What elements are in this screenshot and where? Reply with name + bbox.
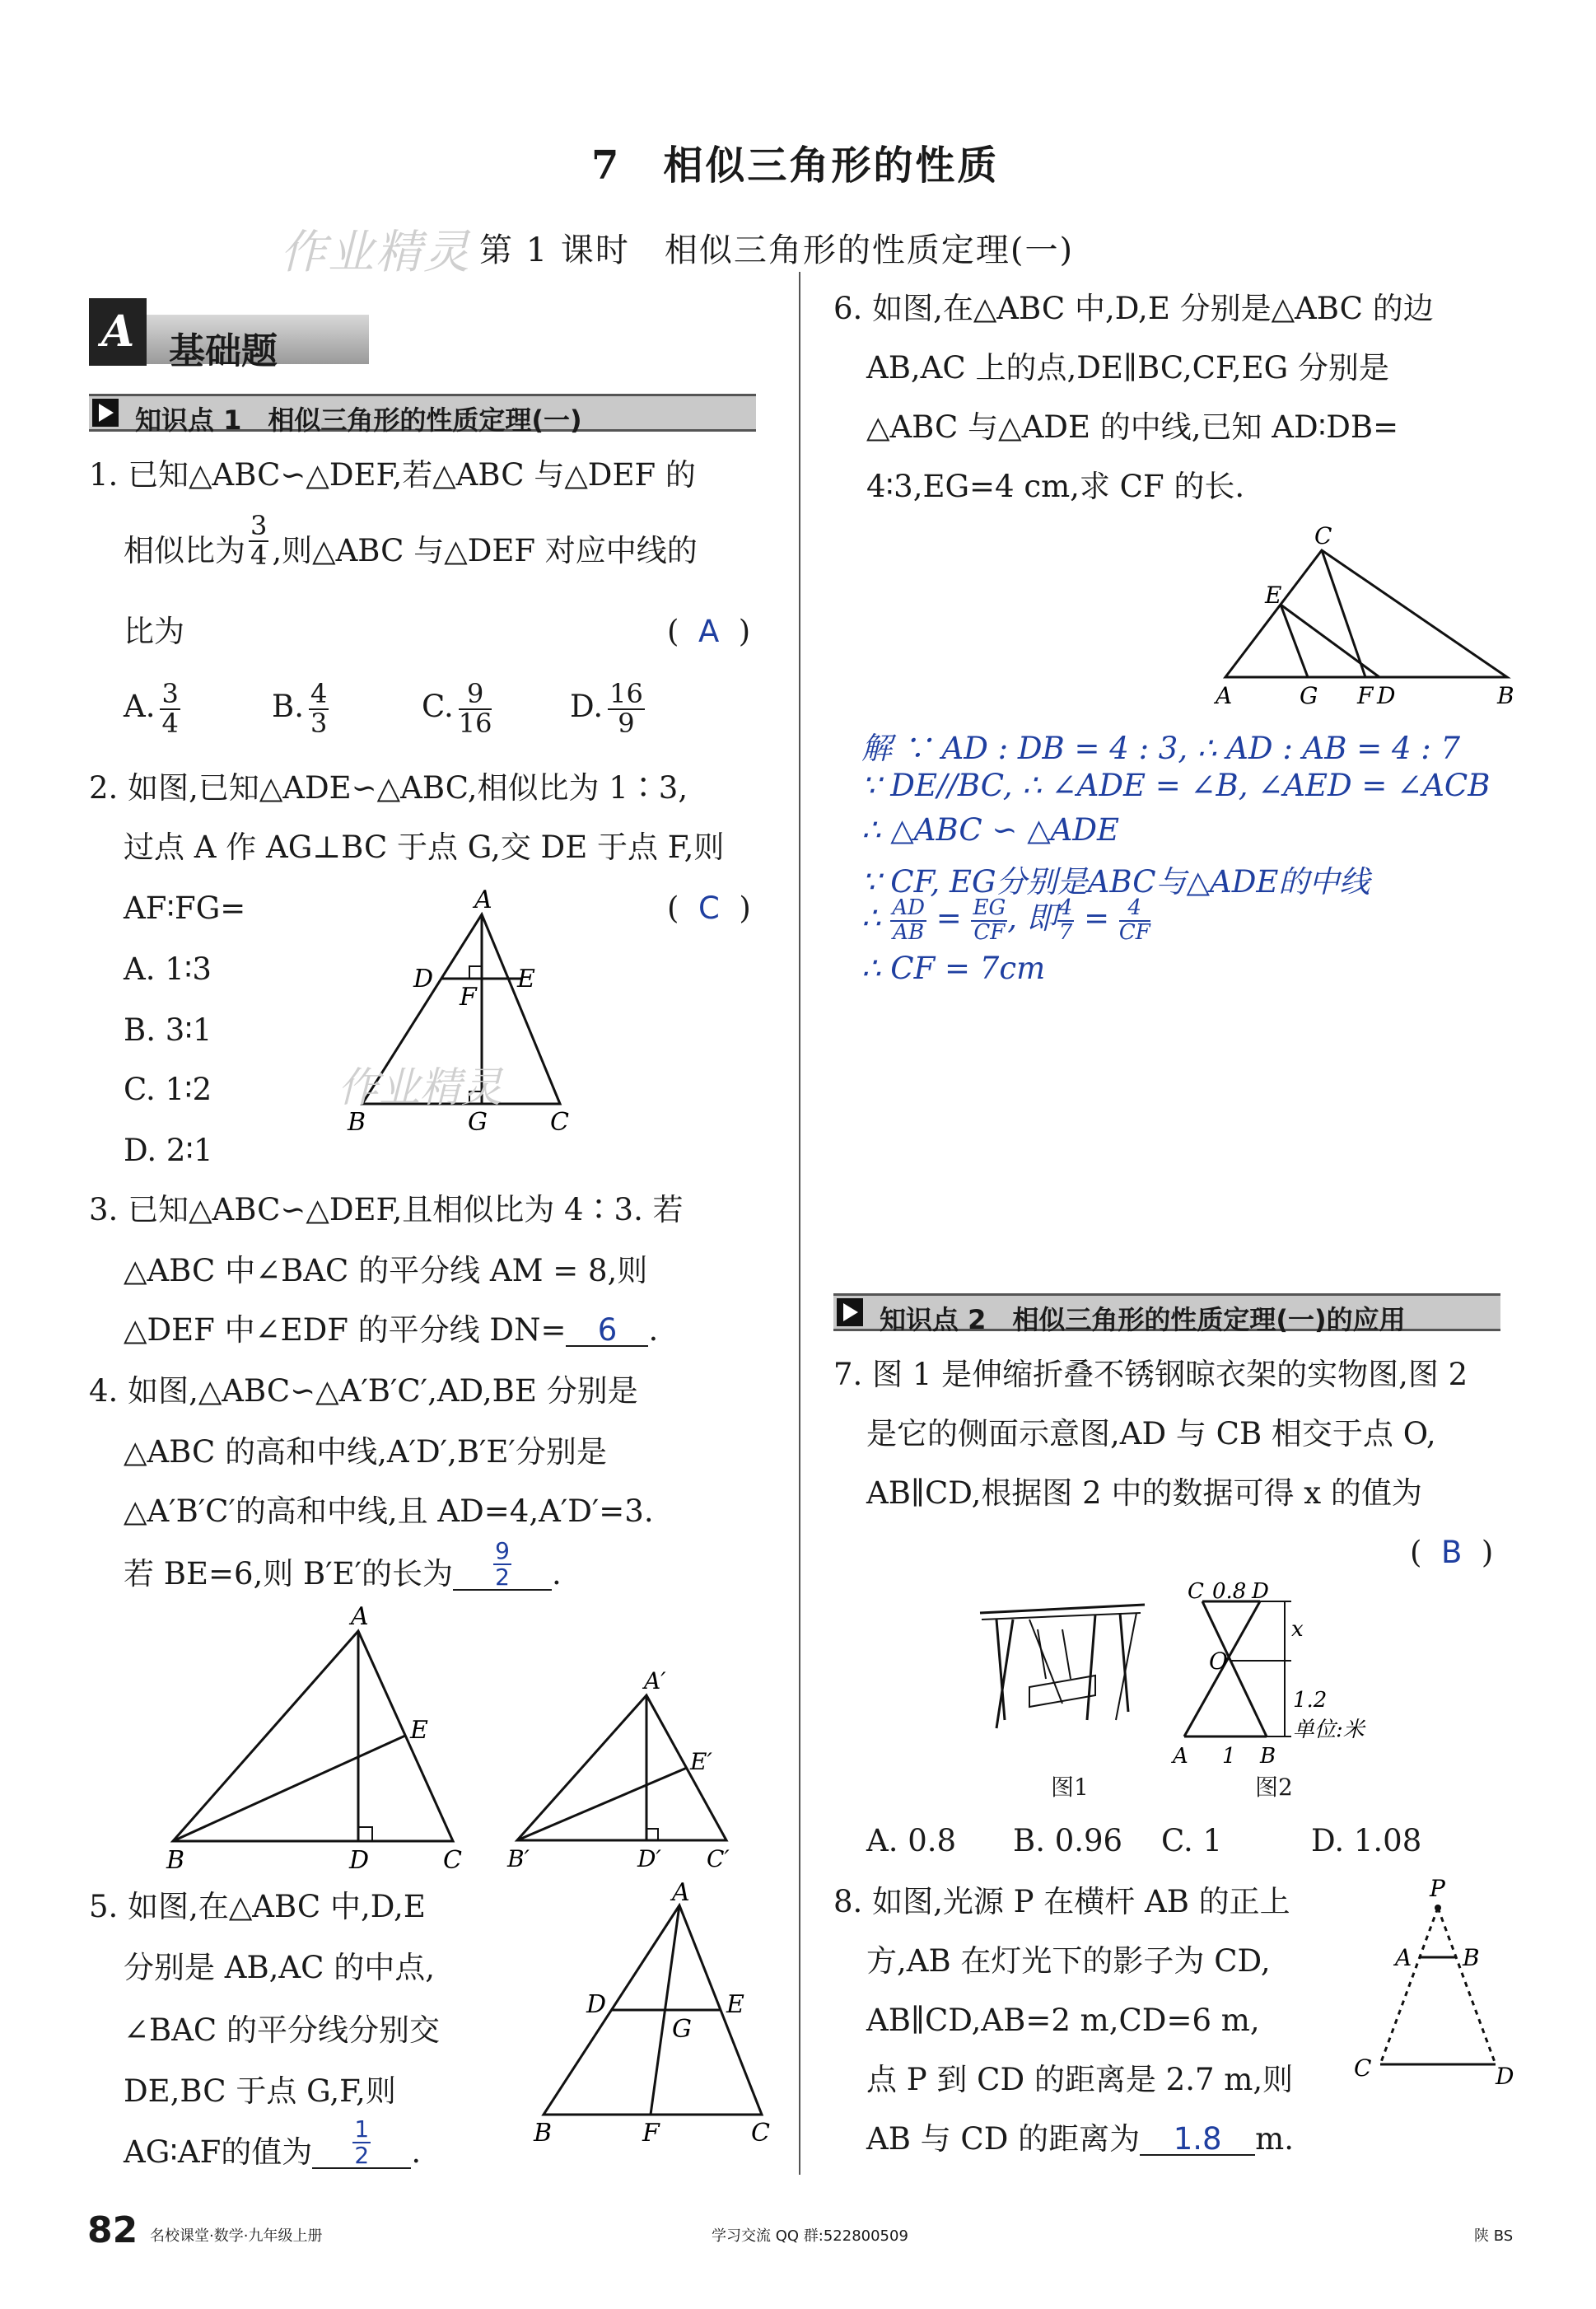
q6-label-e: E [1265,582,1282,609]
q5-line2: 分别是 AB,AC 的中点, [124,1950,435,1985]
q1-answer-paren: ( A ) [667,614,751,649]
q7-option-b: B. 0.96 [1013,1823,1123,1858]
q4-fig2-label-e: E′ [690,1748,712,1775]
q6-solution-line5: ∴ $\frac{AD}{AB}$ = $\frac{EG}{CF}$ , 即 $\frac{4}{7}$ = $\frac{4}{CF}$ [861,895,1150,945]
q7-answer-paren: ( B ) [1410,1535,1494,1570]
q2-label-f: F [460,983,477,1012]
q7-fig2-label-mid: 1.2 [1293,1688,1328,1713]
q7-fig2-label-d: D [1252,1579,1269,1604]
q2-label-g: G [468,1108,488,1137]
section-badge: A [89,298,147,366]
q7-fig1-caption: 图1 [1051,1774,1089,1801]
q2-line1: 2. 如图,已知△ADE∽△ABC,相似比为 1∶3, [89,770,688,806]
q7-line3: AB∥CD,根据图 2 中的数据可得 x 的值为 [866,1475,1422,1511]
q2-option-c: C. 1∶2 [124,1072,212,1107]
q3-line3: △DEF 中∠EDF 的平分线 DN= 6 . [124,1312,659,1348]
q6-line2: AB,AC 上的点,DE∥BC,CF,EG 分别是 [866,350,1389,386]
q4-fig2-label-b: B′ [507,1845,530,1872]
q7-line2: 是它的侧面示意图,AD 与 CB 相交于点 O, [866,1416,1436,1451]
q1-line3: 比为 [124,614,184,649]
q7-answer: B [1440,1535,1463,1570]
q7-fig2-label-c: C [1188,1579,1204,1604]
q5-figure [527,1878,774,2148]
footer-group: 学习交流 QQ 群:522800509 [712,2227,908,2245]
q1-line1: 1. 已知△ABC∽△DEF,若△ABC 与△DEF 的 [89,457,696,493]
knowledge-point-1-label: 知识点 1 相似三角形的性质定理(一) [135,404,582,436]
q5-label-g: G [672,2015,692,2044]
q5-line3: ∠BAC 的平分线分别交 [124,2012,440,2048]
section-label: 基础题 [169,330,278,372]
q4-line1: 4. 如图,△ABC∽△A′B′C′,AD,BE 分别是 [89,1373,638,1409]
q4-fig1-label-b: B [166,1846,185,1875]
q2-label-a: A [474,886,492,914]
q8-label-a: A [1395,1944,1412,1971]
q6-line4: 4∶3,EG=4 cm,求 CF 的长. [866,469,1245,504]
q8-line1: 8. 如图,光源 P 在横杆 AB 的正上 [833,1884,1290,1919]
q8-line2: 方,AB 在灯光下的影子为 CD, [866,1943,1271,1979]
q3-line1: 3. 已知△ABC∽△DEF,且相似比为 4∶3. 若 [89,1192,684,1227]
q7-figure-1-rack [972,1596,1153,1736]
q6-label-g: G [1300,682,1318,709]
q1-option-b: B. $\frac{4}{3}$ [272,678,328,739]
q1-option-c: C. $\frac{9}{16}$ [422,678,492,739]
knowledge-point-1 [89,394,756,436]
knowledge-point-2-label: 知识点 2 相似三角形的性质定理(一)的应用 [880,1304,1406,1335]
q7-fig2-label-o: O [1209,1648,1228,1675]
q2-answer-paren: ( C ) [667,890,751,926]
q2-line3: AF∶FG= [124,890,246,926]
q6-solution-line4: ∵ CF, EG分别是ABC与△ADE的中线 [861,864,1370,900]
q5-line5: AG∶AF的值为 $\frac{1}{2}$ . [124,2115,422,2170]
q7-fig2-label-top: 0.8 [1212,1579,1247,1604]
q1-answer: A [698,614,720,649]
q6-figure [1202,519,1532,708]
q2-line2: 过点 A 作 AG⊥BC 于点 G,交 DE 于点 F,则 [124,830,725,865]
q1-option-d: D. $\frac{16}{9}$ [570,678,643,739]
q5-label-c: C [751,2119,770,2148]
q2-label-b: B [348,1108,366,1137]
q7-option-c: C. 1 [1161,1823,1223,1858]
q5-line4: DE,BC 于点 G,F,则 [124,2073,396,2109]
lesson-subtitle: 第 1 课时 相似三角形的性质定理(一) [479,231,1075,269]
q7-fig2-label-a: A [1173,1744,1188,1769]
footer-book: 名校课堂·数学·九年级上册 [150,2227,323,2245]
q8-label-c: C [1354,2054,1372,2082]
footer-edition: 陕 BS [1474,2227,1514,2245]
q2-label-d: D [413,965,434,993]
q4-fig2-label-a: A′ [644,1667,666,1694]
q3-answer: 6 [597,1312,618,1348]
q6-solution-line3: ∴ △ABC ∽ △ADE [861,812,1120,848]
q4-fig1-label-e: E [410,1716,428,1745]
q2-option-d: D. 2∶1 [124,1133,213,1168]
q1-option-a: A. $\frac{3}{4}$ [124,678,179,739]
q1-ratio-fraction: $\frac{3}{4}$ [250,509,268,571]
q5-label-b: B [534,2119,553,2148]
watermark-q2: 作业精灵 [338,1063,502,1111]
page-title: 7 相似三角形的性质 [591,143,1000,189]
q5-label-d: D [586,1990,607,2019]
q7-fig2-unit: 单位:米 [1293,1718,1365,1742]
q6-label-d: D [1377,682,1396,709]
q7-fig2-label-b: B [1260,1744,1276,1769]
q7-option-a: A. 0.8 [866,1823,957,1858]
knowledge-point-2 [833,1293,1500,1335]
q7-option-d: D. 1.08 [1311,1823,1422,1858]
play-icon [92,399,119,427]
q2-option-b: B. 3∶1 [124,1012,212,1048]
q5-answer: $\frac{1}{2}$ [354,2115,370,2169]
q8-label-d: D [1496,2063,1514,2090]
q4-figure-2 [502,1664,749,1878]
q4-fig1-label-d: D [349,1846,370,1875]
q4-fig1-label-a: A [351,1602,369,1631]
q7-line1: 7. 图 1 是伸缩折叠不锈钢晾衣架的实物图,图 2 [833,1357,1468,1392]
page-number: 82 [87,2209,138,2251]
q7-fig2-label-bottom: 1 [1222,1744,1236,1769]
q8-figure [1347,1875,1528,2101]
q1-line2: 相似比为 $\frac{3}{4}$ ,则△ABC 与△DEF 对应中线的 [124,509,698,571]
q5-label-a: A [672,1878,690,1907]
q4-line3: △A′B′C′的高和中线,且 AD=4,A′D′=3. [124,1493,654,1529]
q8-line5: AB 与 CD 的距离为 1.8 m. [866,2121,1295,2157]
q4-fig1-label-c: C [443,1846,462,1875]
q8-label-p: P [1430,1875,1445,1902]
q2-label-c: C [550,1108,569,1137]
q5-label-f: F [642,2119,660,2148]
q4-line2: △ABC 的高和中线,A′D′,B′E′分别是 [124,1434,607,1470]
watermark-header: 作业精灵 [280,226,471,279]
q6-solution-line6: ∴ CF = 7cm [861,951,1046,986]
q6-solution-line1: 解 ∵ AD : DB = 4 : 3, ∴ AD : AB = 4 : 7 [861,731,1461,766]
q4-fig2-label-d: D′ [637,1845,661,1872]
q6-label-f: F [1357,682,1374,709]
q6-label-c: C [1314,522,1332,549]
q3-line2: △ABC 中∠BAC 的平分线 AM = 8,则 [124,1253,648,1288]
q8-line3: AB∥CD,AB=2 m,CD=6 m, [866,2003,1260,2038]
q4-fig2-label-c: C′ [707,1845,730,1872]
column-divider [799,272,800,2175]
q6-label-a: A [1216,682,1233,709]
q2-label-e: E [517,965,535,993]
q4-line4: 若 BE=6,则 B′E′的长为 $\frac{9}{2}$ . [124,1537,562,1592]
q6-line3: △ABC 与△ADE 的中线,已知 AD∶DB= [866,409,1399,445]
q6-solution-line2: ∵ DE//BC, ∴ ∠ADE = ∠B, ∠AED = ∠ACB [861,768,1491,803]
q4-answer: $\frac{9}{2}$ [495,1537,510,1591]
q8-answer: 1.8 [1173,2121,1222,2157]
q2-option-a: A. 1∶3 [124,951,212,987]
q5-label-e: E [726,1990,744,2019]
q2-answer: C [698,890,720,926]
q7-fig2-label-x: x [1291,1617,1304,1642]
q6-label-b: B [1497,682,1514,709]
q6-line1: 6. 如图,在△ABC 中,D,E 分别是△ABC 的边 [833,291,1434,326]
q7-fig2-caption: 图2 [1255,1774,1293,1801]
q7-figure-2-diagram [1169,1579,1408,1769]
q8-line4: 点 P 到 CD 的距离是 2.7 m,则 [866,2062,1294,2097]
q4-figure-1 [156,1602,486,1878]
q5-line1: 5. 如图,在△ABC 中,D,E [89,1889,426,1924]
play-icon [837,1298,863,1326]
q8-label-b: B [1463,1944,1480,1971]
